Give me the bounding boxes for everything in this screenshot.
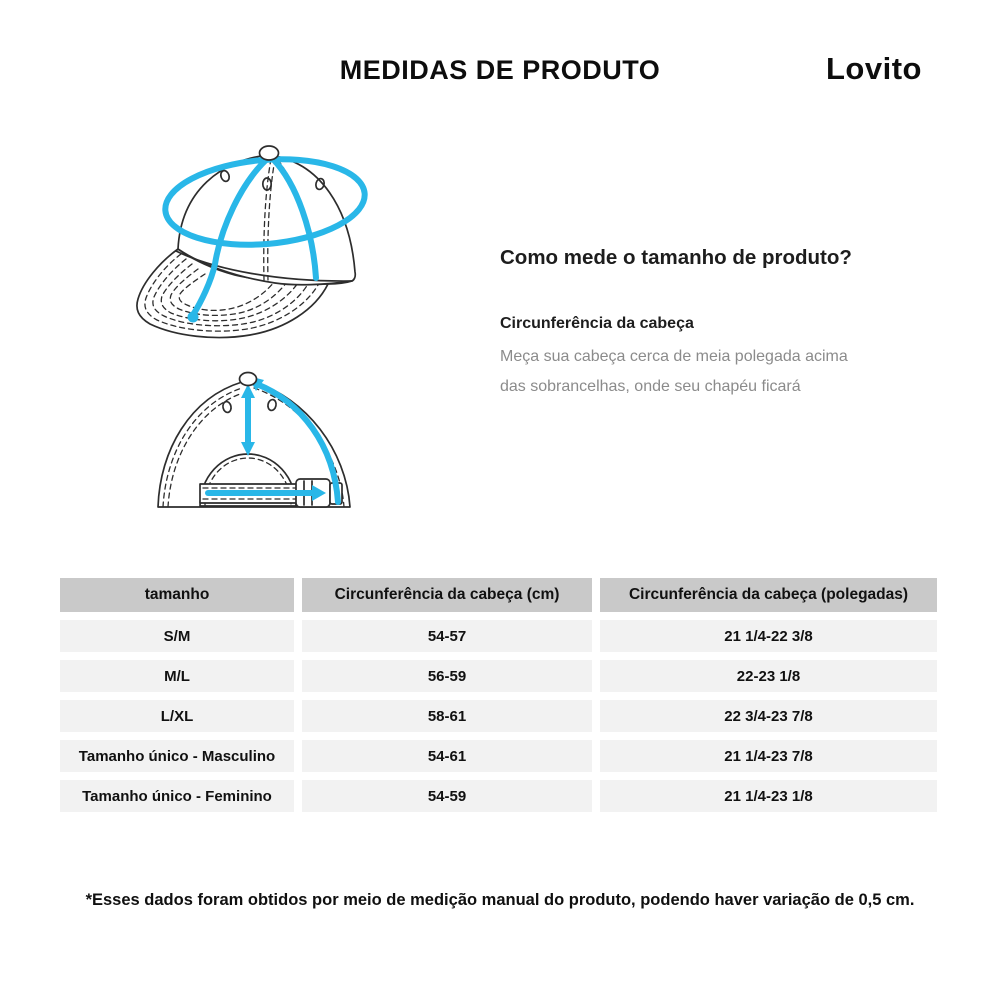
table-cell-size: S/M	[60, 620, 294, 652]
cap-back-view-icon	[130, 360, 390, 540]
guide-heading: Como mede o tamanho de produto?	[500, 246, 852, 269]
size-table	[60, 578, 937, 812]
table-cell-cm: 56-59	[302, 660, 592, 692]
table-cell-cm: 54-61	[302, 740, 592, 772]
table-cell-size: Tamanho único - Feminino	[60, 780, 294, 812]
table-cell-cm: 54-59	[302, 780, 592, 812]
column-header-circumference-cm: Circunferência da cabeça (cm)	[302, 578, 592, 612]
table-cell-cm: 58-61	[302, 700, 592, 732]
table-cell-inches: 22-23 1/8	[600, 660, 937, 692]
table-cell-size: L/XL	[60, 700, 294, 732]
measure-title: Circunferência da cabeça	[500, 315, 694, 332]
measure-line-2: das sobrancelhas, onde seu chapéu ficará	[500, 378, 801, 395]
table-cell-inches: 22 3/4-23 7/8	[600, 700, 937, 732]
table-cell-inches: 21 1/4-22 3/8	[600, 620, 937, 652]
brand-logo: Lovito	[826, 51, 922, 86]
table-cell-size: M/L	[60, 660, 294, 692]
cap-side-view-icon	[75, 132, 475, 362]
column-header-circumference-inches: Circunferência da cabeça (polegadas)	[600, 578, 937, 612]
table-cell-inches: 21 1/4-23 7/8	[600, 740, 937, 772]
column-header-size: tamanho	[60, 578, 294, 612]
table-cell-size: Tamanho único - Masculino	[60, 740, 294, 772]
table-cell-inches: 21 1/4-23 1/8	[600, 780, 937, 812]
page-title: MEDIDAS DE PRODUTO	[339, 55, 661, 85]
measure-instructions	[500, 342, 848, 402]
measure-line-1: Meça sua cabeça cerca de meia polegada acima	[500, 348, 848, 365]
table-cell-cm: 54-57	[302, 620, 592, 652]
measurement-disclaimer: *Esses dados foram obtidos por meio de medição manual do produto, podendo haver variação de 0,5 cm.	[85, 891, 915, 909]
